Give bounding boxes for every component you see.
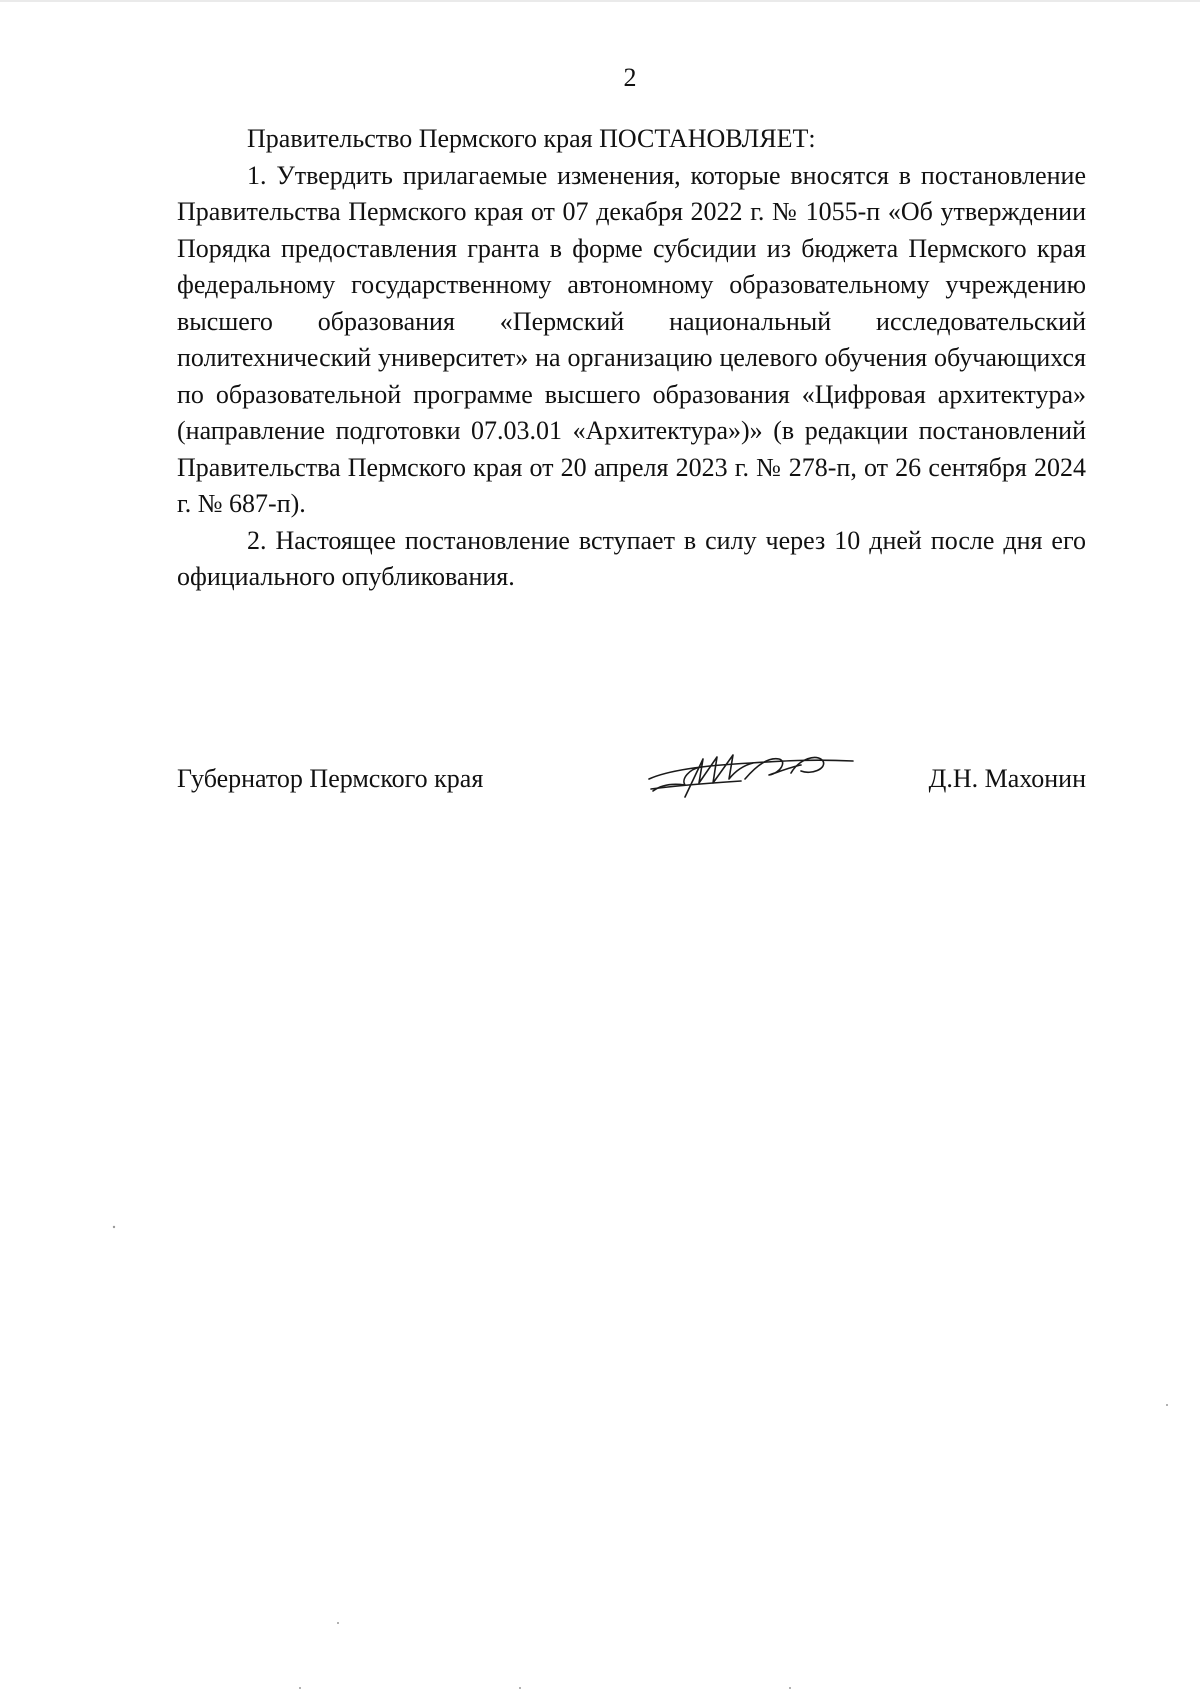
handwritten-signature <box>641 739 861 811</box>
page-number: 2 <box>623 63 637 92</box>
signatory-name: Д.Н. Махонин <box>928 764 1086 793</box>
signatory-position: Губернатор Пермского края <box>177 764 484 793</box>
document-body <box>177 121 1086 596</box>
resolution-intro: Правительство Пермского края ПОСТАНОВЛЯЕТ: <box>247 124 816 153</box>
resolution-item-2: 2. Настоящее постановление вступает в силу через 10 дней после дня его официального опубликования. <box>177 525 1086 591</box>
signature-block <box>177 757 1086 801</box>
resolution-item-1: 1. Утвердить прилагаемые изменения, которые вносятся в постановление Правительства Пермского края от 07 декабря 2022 г. № 1055-п «Об утверждении Порядка предоставления гранта в форме субсидии из бюджета Пермского края федеральному государственному автономному образовательному учреждению высшего образования «Пермский национальный исследовательский политехнический университет» на организацию целевого обучения обучающихся по образовательной программе высшего образования «Цифровая архитектура» (направление подготовки 07.03.01 «Архитектура»)» (в редакции постановлений Правительства Пермского края от 20 апреля 2023 г. № 278-п, от 26 сентября 2024 г. № 687-п). <box>177 160 1086 518</box>
